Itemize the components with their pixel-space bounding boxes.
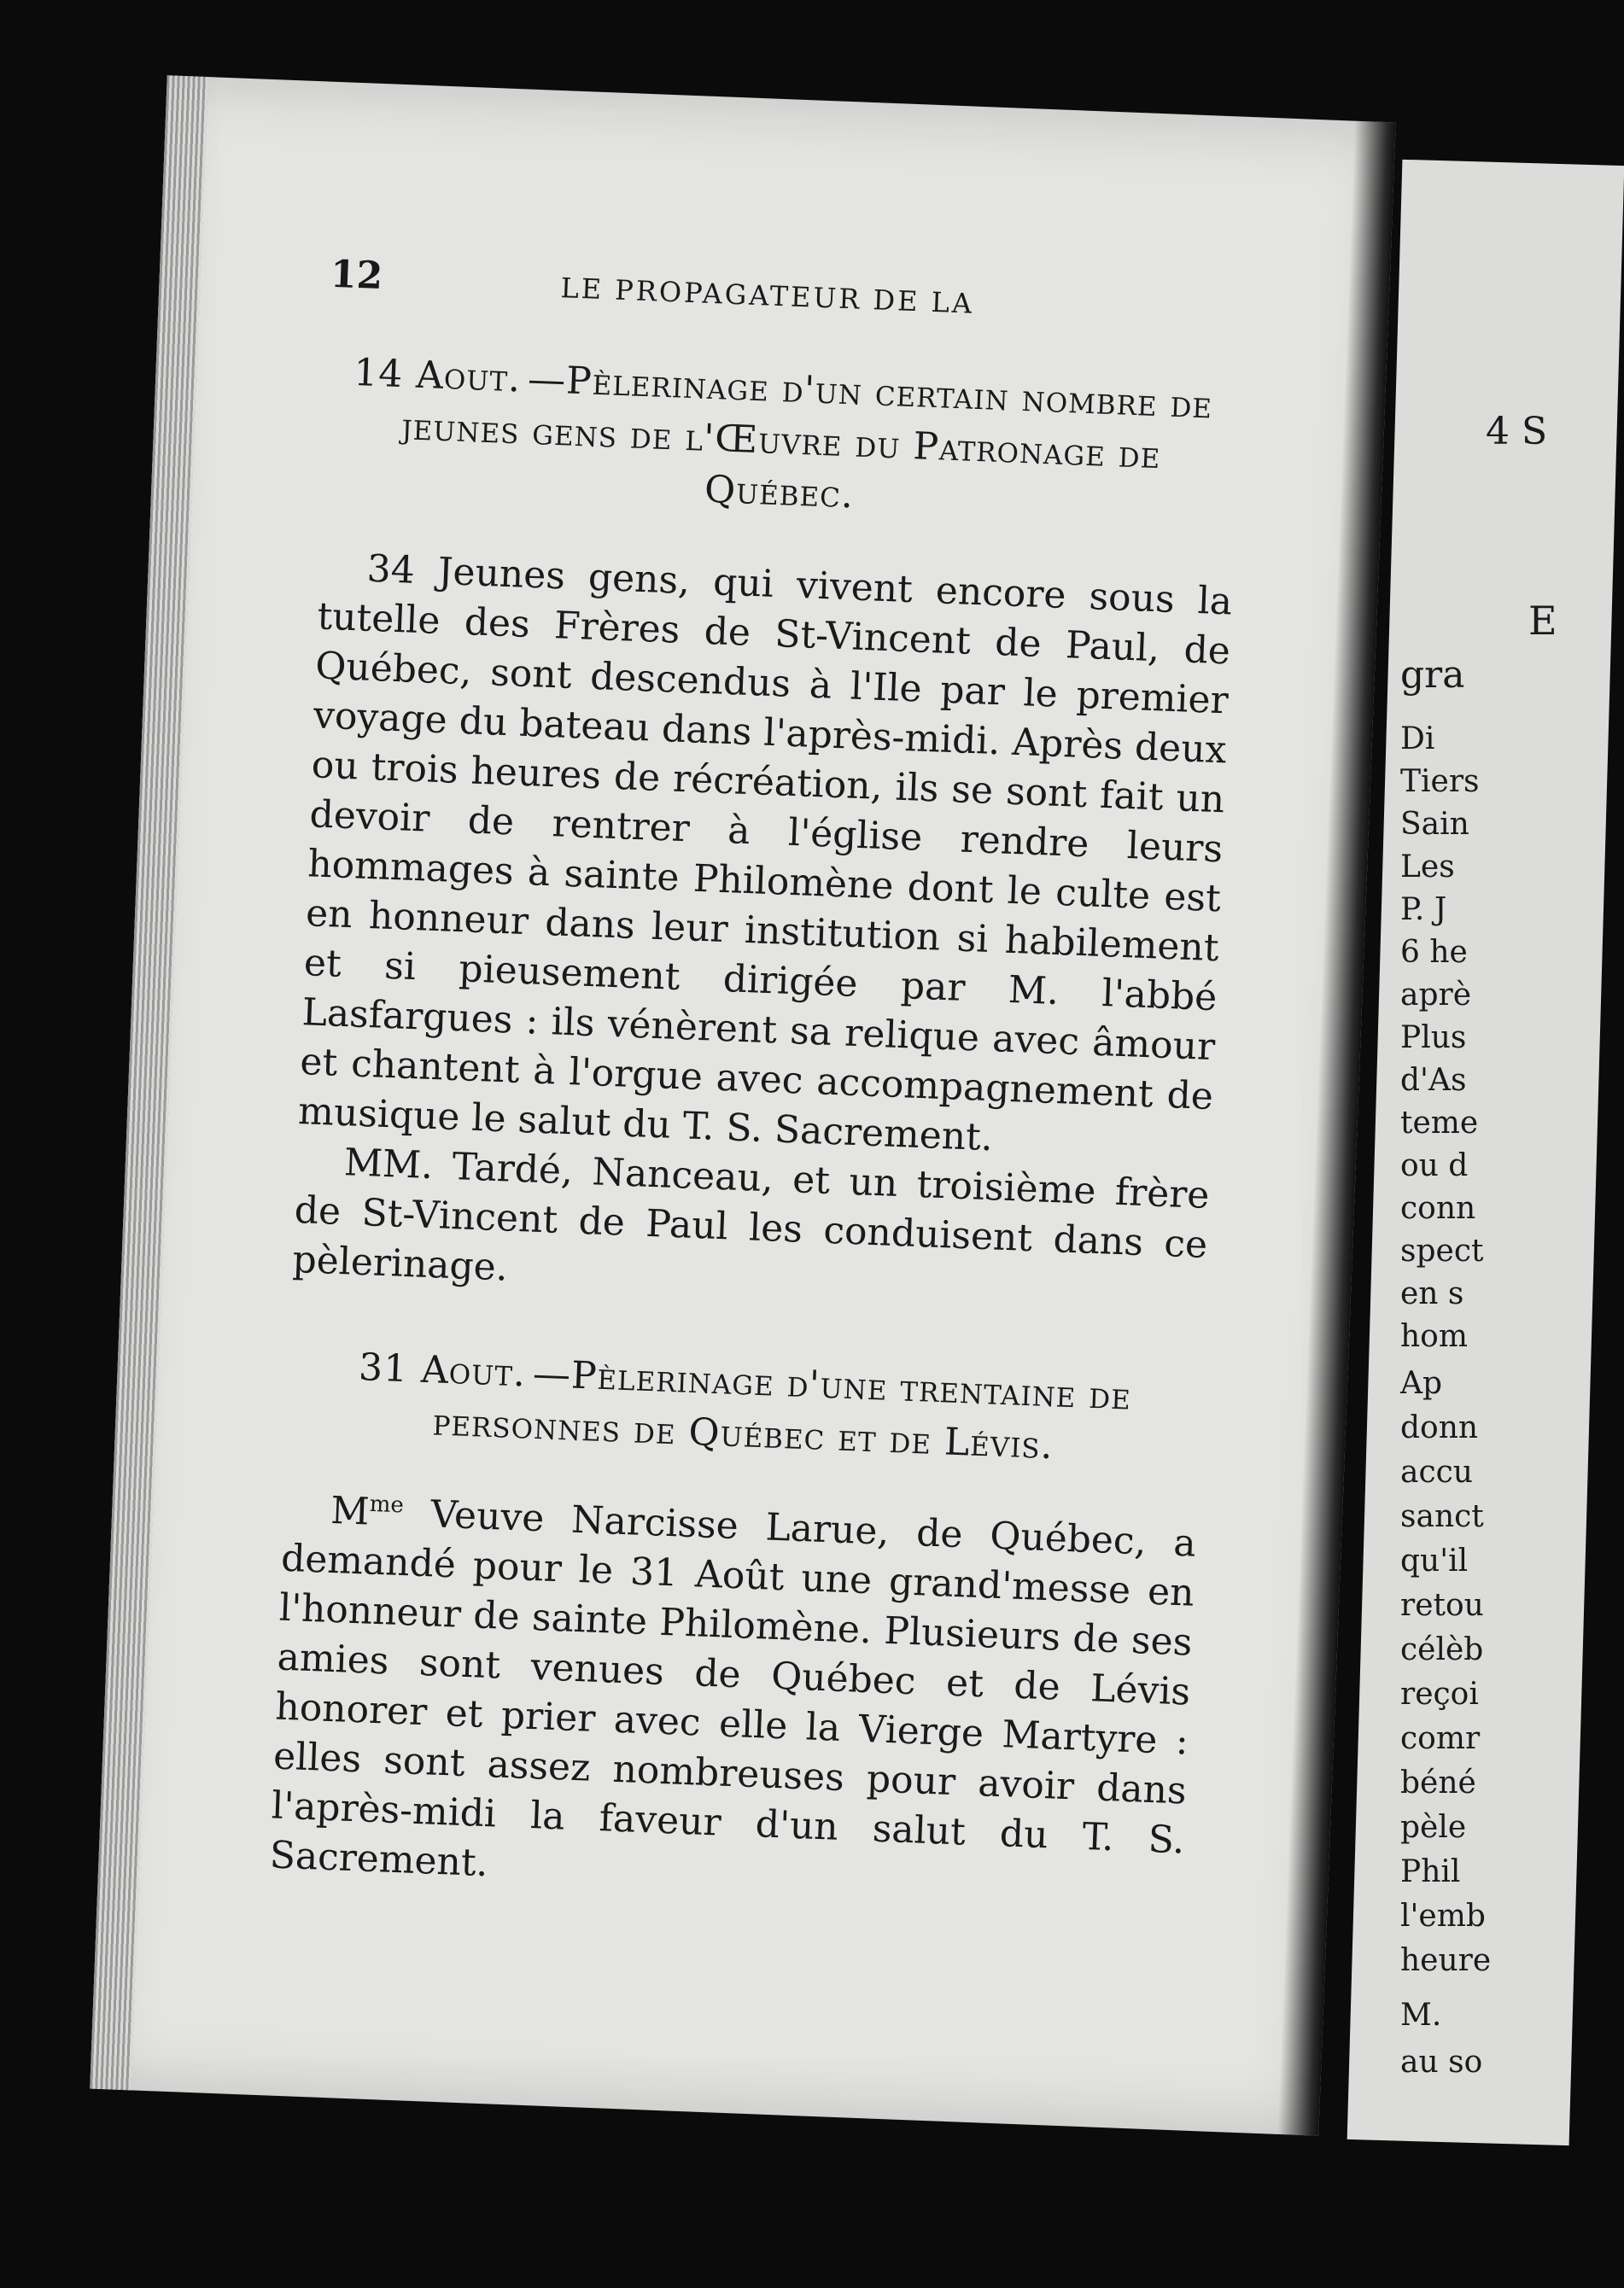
right-page-fragment: gra xyxy=(1400,653,1465,697)
paragraph-text: Veuve Narcisse Larue, de Québec, a demandé pour le 31 Août une grand'messe en l'honneur de sainte Philomène. Plusieurs de ses amies sont venues de Québec et de Lévis honorer et prier avec elle la Vierge Martyre : elles sont assez nombreuses pour avoir dans l'après-midi la faveur d'un salut du T. S. Sacrement. xyxy=(268,1491,1197,1885)
right-page-fragment: célèb xyxy=(1400,1632,1484,1667)
heading-title: —Pèlerinage d'un certain nombre de jeunes gens de l'Œuvre du Patronage de Québec. xyxy=(400,357,1214,517)
left-page xyxy=(90,75,1396,2136)
right-page-fragment: béné xyxy=(1400,1766,1476,1801)
right-page-fragment: Les xyxy=(1400,849,1455,884)
page-number: 12 xyxy=(330,252,384,299)
heading-date: 31 Aout. xyxy=(358,1345,528,1396)
honorific-superscript: me xyxy=(369,1491,405,1519)
right-page-fragment: Phil xyxy=(1400,1854,1461,1889)
section-14-aout xyxy=(292,347,1241,1320)
right-page-fragment: heure xyxy=(1400,1943,1492,1978)
paragraph: 34 Jeunes gens, qui vivent encore sous la tutelle des Frères de St-Vincent de Paul, de Québec, sont descendus à l'Ile par le premier voyage du bateau dans l'après-midi. Après deux ou trois heures de récréation, ils se sont fait un devoir de rentrer à l'église rendre leurs hommages à sainte Philomène dont le culte est en honneur dans leur institution si habilement et si pieusement dirigée par M. l'abbé Lasfargues : ils vénèrent sa relique avec âmour et chantent à l'orgue avec accompagnement de musique le salut du T. S. Sacrement. xyxy=(297,546,1234,1160)
section-heading xyxy=(322,347,1241,537)
right-page-fragment: Plus xyxy=(1400,1020,1467,1055)
right-page-fragment: reçoi xyxy=(1400,1677,1479,1712)
page-edge-stack xyxy=(90,75,208,2090)
running-head xyxy=(330,253,1245,339)
honorific: M xyxy=(330,1488,371,1534)
right-page-fragment: spect xyxy=(1400,1234,1484,1269)
right-page-fragment: qu'il xyxy=(1400,1544,1469,1579)
right-page-fragment: Di xyxy=(1400,721,1435,756)
right-page-fragment: E xyxy=(1528,598,1557,644)
right-page-fragment: en s xyxy=(1400,1276,1464,1311)
right-page-fragment: accu xyxy=(1400,1455,1473,1490)
right-page-fragment: conn xyxy=(1400,1191,1476,1226)
right-page-fragment: pèle xyxy=(1400,1810,1467,1845)
right-page-fragment: 4 S xyxy=(1486,410,1548,453)
right-page-fragment: hom xyxy=(1400,1319,1468,1354)
right-page-fragment: teme xyxy=(1400,1106,1479,1141)
paragraph xyxy=(269,1484,1197,1915)
right-page xyxy=(1347,160,1624,2145)
heading-date: 14 Aout. xyxy=(353,350,523,401)
right-page-fragment: 6 he xyxy=(1400,935,1468,970)
section-heading xyxy=(285,1340,1202,1478)
paragraph: MM. Tardé, Nanceau, et un troisième frère de St-Vincent de Paul les conduisent dans ce pèlerinage. xyxy=(291,1141,1211,1290)
page-content xyxy=(269,253,1244,1915)
right-page-fragment: Sain xyxy=(1400,807,1469,842)
right-page-fragment: donn xyxy=(1400,1410,1479,1445)
running-title: LE PROPAGATEUR DE LA xyxy=(559,271,975,320)
right-page-fragment: comr xyxy=(1400,1721,1481,1756)
right-page-fragment: ou d xyxy=(1400,1148,1469,1183)
right-page-fragment: sanct xyxy=(1400,1499,1484,1534)
right-page-fragment: d'As xyxy=(1400,1063,1467,1098)
section-31-aout xyxy=(269,1340,1203,1915)
right-page-fragment: retou xyxy=(1400,1588,1484,1623)
right-page-fragment: M. xyxy=(1400,1998,1442,2033)
right-page-fragment: Tiers xyxy=(1400,764,1480,799)
right-page-fragment: aprè xyxy=(1400,978,1472,1013)
right-page-fragment: l'emb xyxy=(1400,1899,1486,1934)
heading-title: —Pèlerinage d'une trentaine de personnes de Québec et de Lévis. xyxy=(431,1351,1132,1468)
right-page-fragment: au so xyxy=(1400,2045,1483,2080)
right-page-fragment: Ap xyxy=(1400,1366,1443,1401)
right-page-fragment: P. J xyxy=(1400,892,1447,927)
